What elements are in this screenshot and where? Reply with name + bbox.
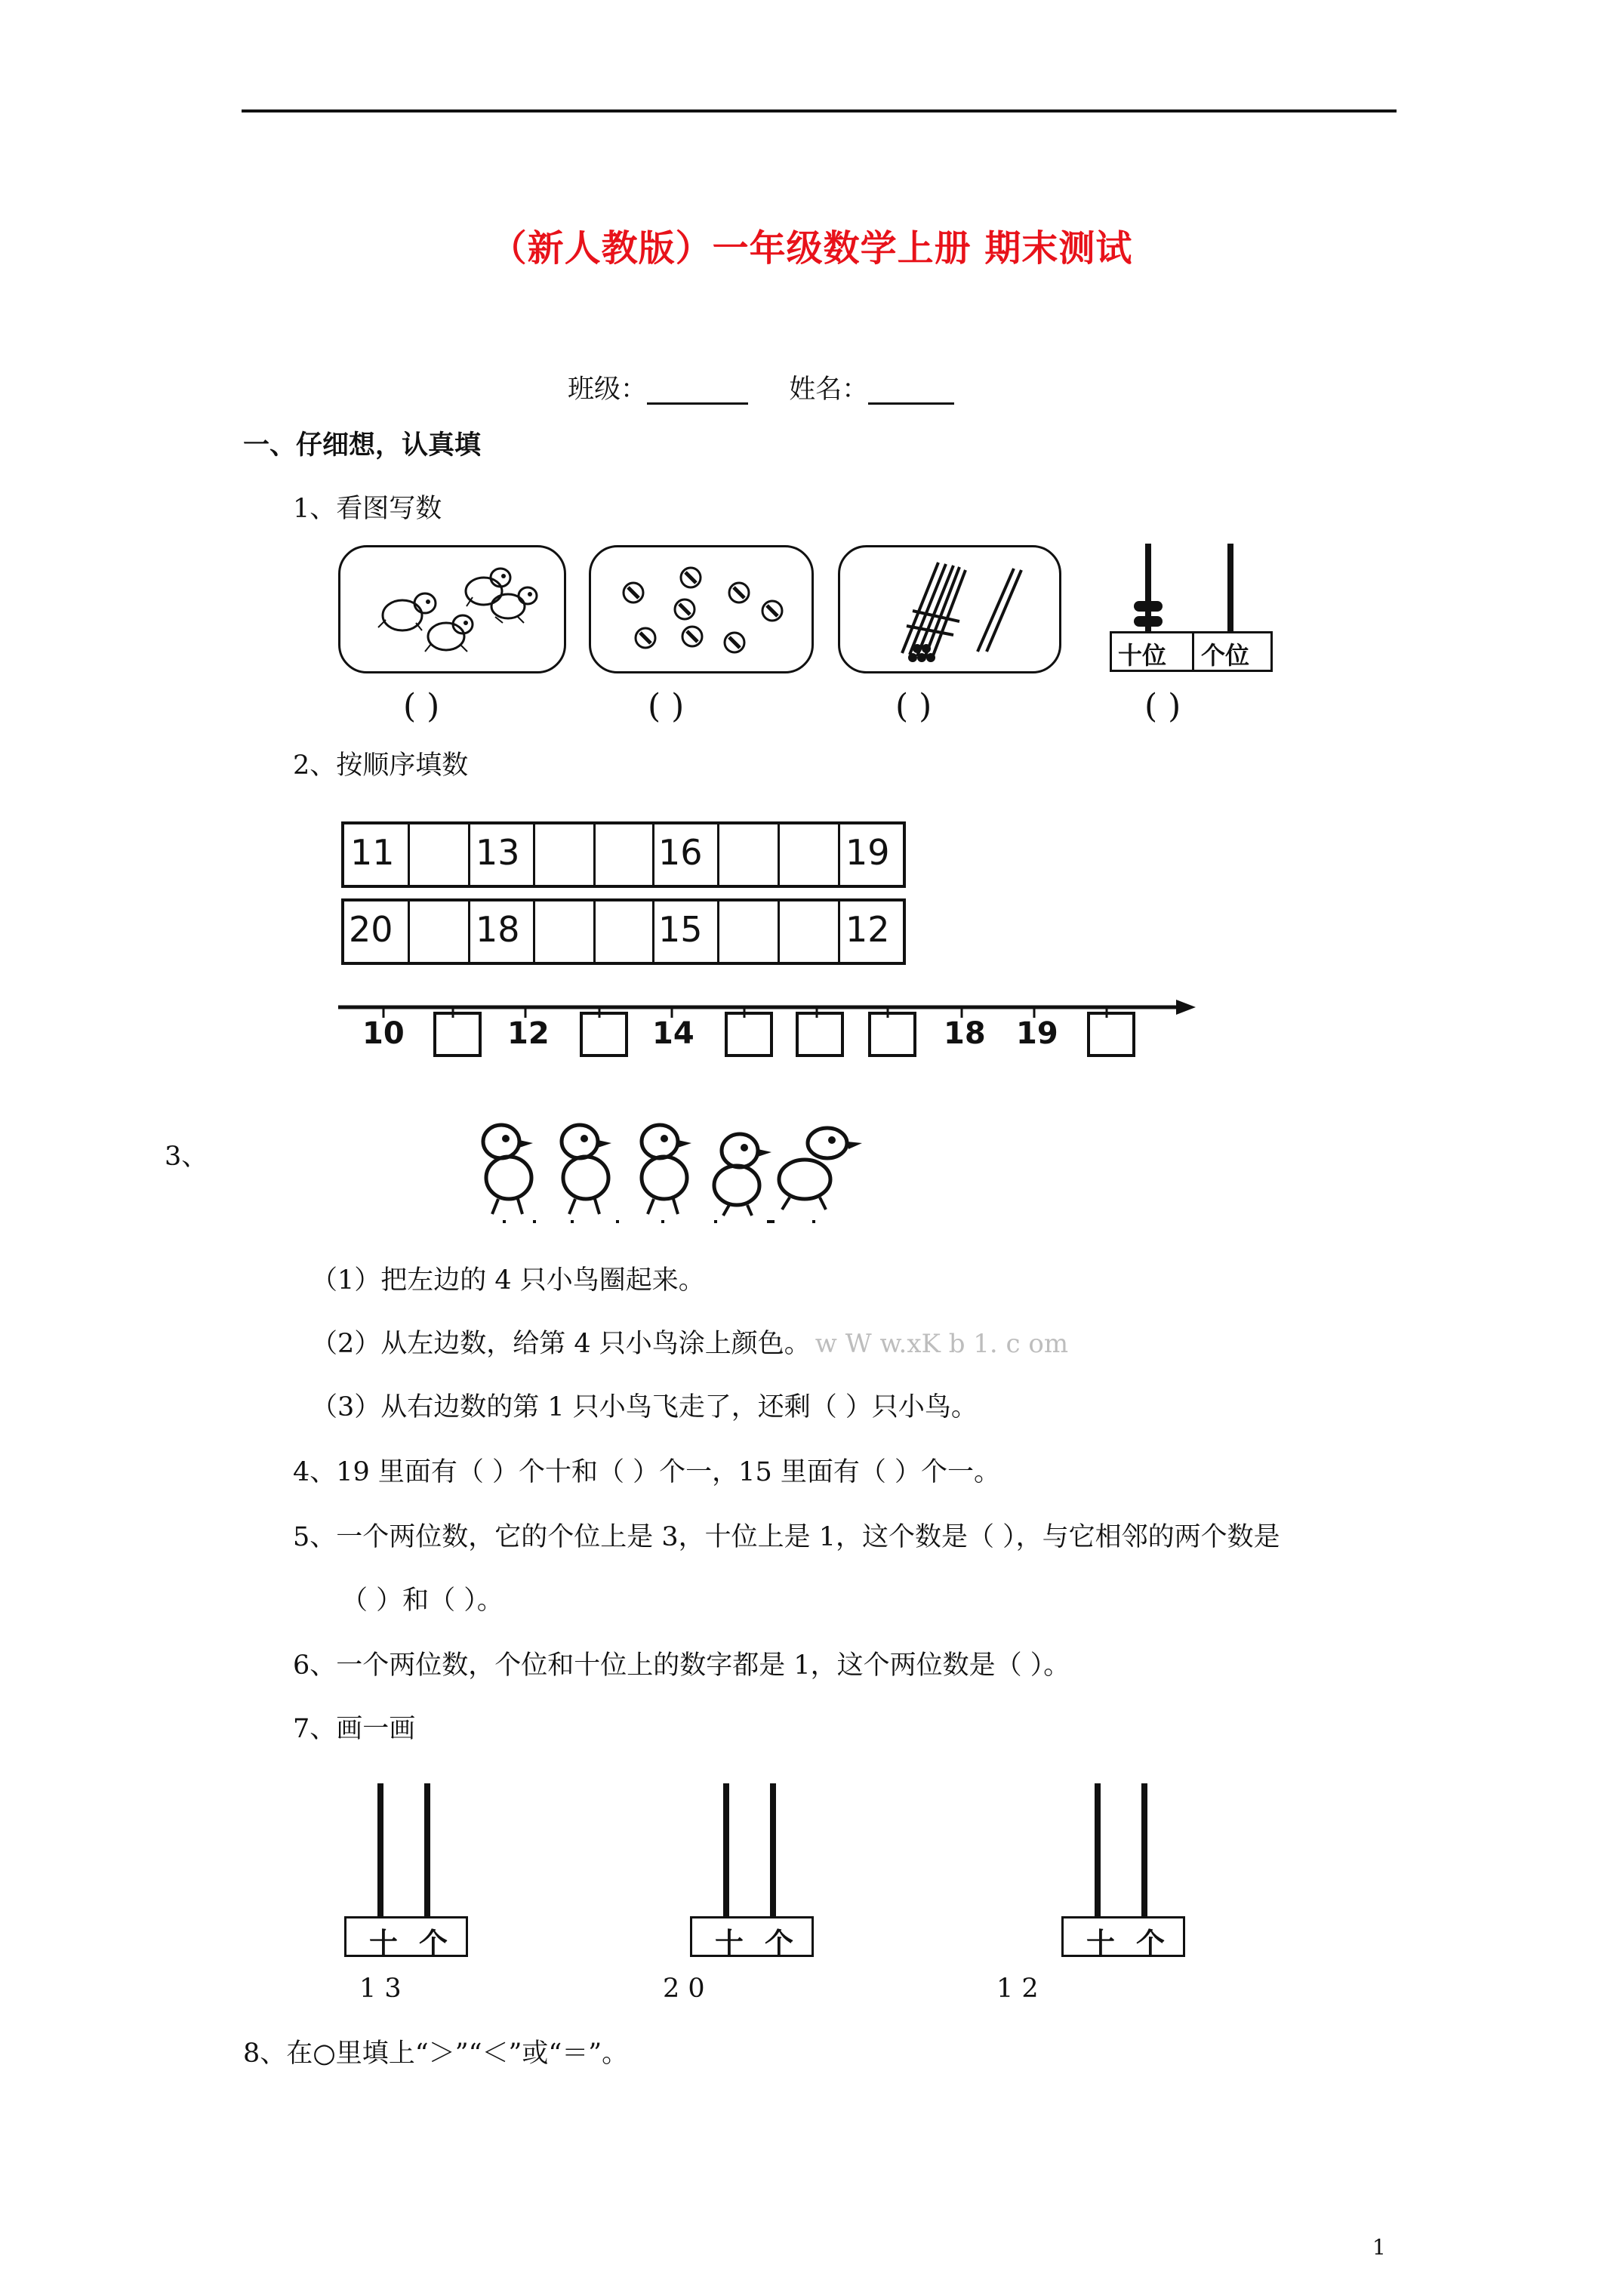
cell-divider — [468, 901, 470, 962]
cell-divider — [533, 824, 535, 885]
cell-divider — [652, 901, 654, 962]
class-label: 班级： — [568, 374, 648, 405]
number-line-blank[interactable] — [580, 1012, 628, 1057]
number-line-label: 14 — [652, 1016, 694, 1051]
abacus-ones-label: 个位 — [1201, 641, 1250, 670]
page-title: （新人教版）一年级数学上册 期末测试 — [490, 227, 1133, 270]
abacus-tens-label: 十 — [369, 1926, 399, 1960]
q2-row-descending — [341, 898, 906, 965]
q2-label: 2、按顺序填数 — [293, 750, 469, 781]
tens-rod — [377, 1783, 383, 1916]
sticks-drawing — [840, 547, 1059, 671]
row1-cell: 19 — [845, 832, 890, 873]
row1-cell: 11 — [350, 832, 395, 873]
name-label: 姓名： — [789, 374, 869, 405]
abacus-base — [1061, 1916, 1185, 1960]
beads-drawing — [591, 547, 812, 671]
abacus-number: 2 0 — [663, 1974, 705, 2004]
abacus-base — [690, 1916, 814, 1960]
abacus-tens-label: 十 — [1086, 1926, 1116, 1960]
class-blank[interactable] — [647, 377, 748, 405]
cell-divider — [533, 901, 535, 962]
abacus-ones-label: 个 — [1136, 1926, 1166, 1960]
ones-rod — [770, 1783, 776, 1916]
number-line-blank[interactable] — [1087, 1012, 1135, 1057]
cell-divider — [717, 901, 719, 962]
row1-cell: 16 — [658, 832, 703, 873]
abacus-tens-label: 十 — [715, 1926, 744, 1960]
tens-rod — [1095, 1783, 1101, 1916]
q7-label: 7、画一画 — [293, 1714, 416, 1744]
abacus-number: 1 2 — [996, 1974, 1039, 2004]
number-line-label: 19 — [1016, 1016, 1058, 1051]
student-info — [568, 374, 954, 405]
row2-cell: 20 — [349, 909, 393, 950]
ones-rod — [1141, 1783, 1147, 1916]
q3-birds-drawing — [465, 1113, 895, 1223]
cell-divider — [593, 824, 596, 885]
row2-cell: 15 — [658, 909, 703, 950]
q1-answer-3[interactable]: ( ) — [895, 687, 932, 726]
cell-divider — [468, 824, 470, 885]
q3-sub1: （1）把左边的 4 只小鸟圈起来。 — [311, 1265, 705, 1296]
abacus-number: 1 3 — [359, 1974, 402, 2004]
cell-divider — [778, 824, 780, 885]
q4-text: 4、19 里面有（ ）个十和（ ）个一，15 里面有（ ）个一。 — [293, 1457, 1000, 1487]
abacus-divider — [1192, 633, 1194, 670]
number-line-label: 10 — [362, 1016, 405, 1051]
tens-rod — [723, 1783, 729, 1916]
row2-cell: 12 — [845, 909, 890, 950]
abacus-bead — [1134, 616, 1163, 627]
q3-label: 3、 — [165, 1142, 208, 1172]
abacus-tens-label: 十位 — [1118, 641, 1167, 670]
q1-answer-1[interactable]: ( ) — [403, 687, 440, 726]
cell-divider — [778, 901, 780, 962]
q1-picture-beads — [589, 545, 814, 673]
row1-cell: 13 — [476, 832, 520, 873]
q1-answer-4[interactable]: ( ) — [1144, 687, 1181, 726]
cell-divider — [838, 824, 840, 885]
row2-cell: 18 — [476, 909, 520, 950]
chicks-drawing — [340, 547, 564, 671]
page-number: 1 — [1372, 2235, 1386, 2260]
q3-sub2-text: （2）从左边数，给第 4 只小鸟涂上颜色。 — [311, 1329, 811, 1359]
abacus-ones-label: 个 — [419, 1926, 448, 1960]
cell-divider — [717, 824, 719, 885]
cell-divider — [652, 824, 654, 885]
cell-divider — [593, 901, 596, 962]
abacus-bead — [1134, 601, 1163, 612]
cell-divider — [408, 901, 410, 962]
q8-text: 8、在○里填上“＞”“＜”或“＝”。 — [243, 2039, 629, 2069]
q3-sub2 — [311, 1329, 1068, 1359]
ones-rod — [1227, 544, 1233, 631]
q5-line2: （ ）和（ ）。 — [341, 1586, 504, 1616]
q1-picture-chicks — [338, 545, 566, 673]
cell-divider — [838, 901, 840, 962]
number-line-label: 12 — [507, 1016, 550, 1051]
header-rule — [242, 109, 1397, 112]
number-line-blank[interactable] — [868, 1012, 916, 1057]
section-heading: 一、仔细想，认真填 — [243, 430, 482, 461]
number-line-blank[interactable] — [433, 1012, 482, 1057]
q5-line1: 5、一个两位数，它的个位上是 3，十位上是 1，这个数是（ ），与它相邻的两个数是 — [293, 1522, 1280, 1552]
abacus-ones-label: 个 — [765, 1926, 794, 1960]
ones-rod — [424, 1783, 430, 1916]
number-line-blank[interactable] — [725, 1012, 773, 1057]
abacus-base — [1110, 631, 1273, 672]
abacus-base — [344, 1916, 468, 1960]
q6-text: 6、一个两位数，个位和十位上的数字都是 1，这个两位数是（ ）。 — [293, 1650, 1070, 1681]
q3-sub3: （3）从右边数的第 1 只小鸟飞走了，还剩（ ）只小鸟。 — [311, 1392, 978, 1422]
q1-picture-sticks — [838, 545, 1061, 673]
watermark-text: w W w.xK b 1. c om — [815, 1329, 1069, 1359]
q1-label: 1、看图写数 — [293, 494, 442, 524]
q1-answer-2[interactable]: ( ) — [648, 687, 685, 726]
number-line-blank[interactable] — [796, 1012, 844, 1057]
name-blank[interactable] — [868, 377, 954, 405]
q2-row-ascending — [341, 821, 906, 888]
cell-divider — [408, 824, 410, 885]
number-line-label: 18 — [944, 1016, 986, 1051]
